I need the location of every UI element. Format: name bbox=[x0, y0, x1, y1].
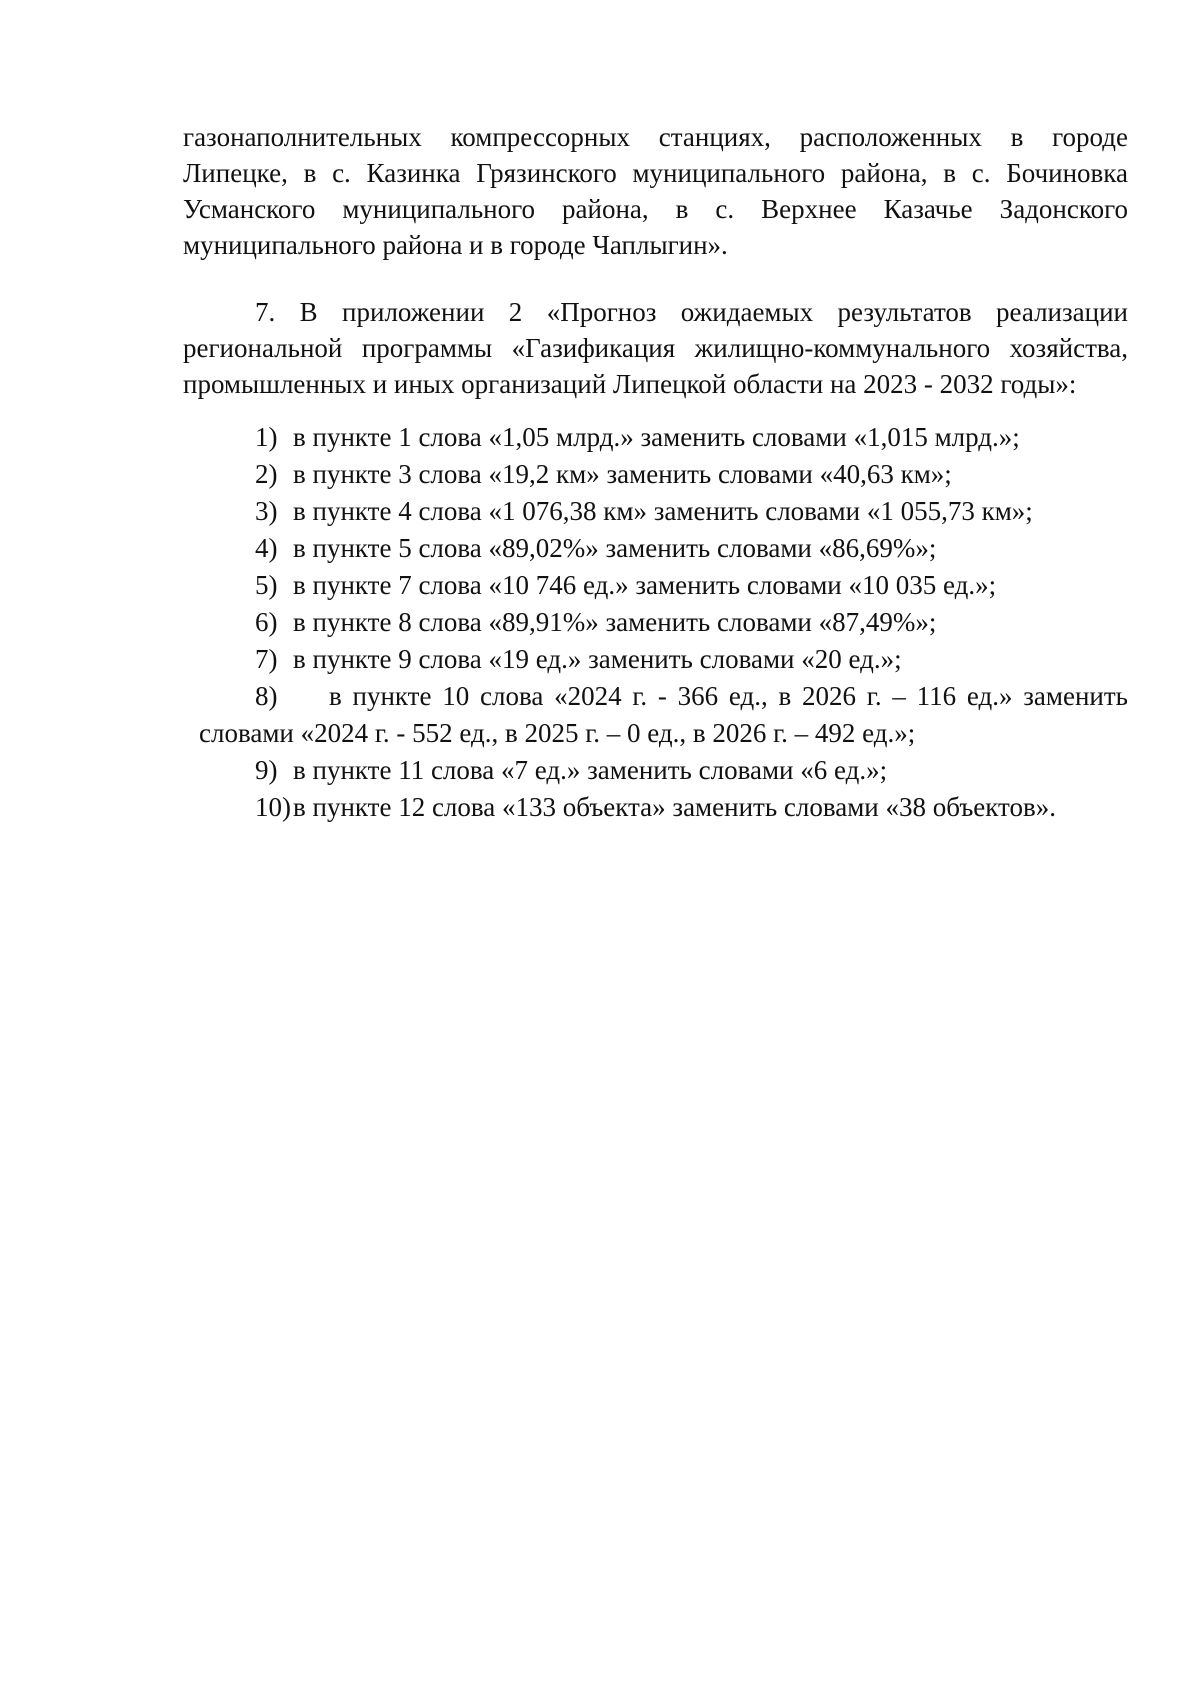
list-item-number: 3) bbox=[255, 496, 278, 526]
list-item-text: в пункте 5 слова «89,02%» заменить словами «86,69%»; bbox=[293, 533, 937, 563]
list-item bbox=[183, 641, 1128, 678]
continuation-paragraph: газонаполнительных компрессорных станциях, расположенных в городе Липецке, в с. Казинка Грязинского муниципального района, в с. Бочиновка Усманского муниципального района, в с. Верхнее Казачье Задонского муниципального района и в городе Чаплыгин». bbox=[183, 122, 1128, 260]
list-item-text: в пункте 12 слова «133 объекта» заменить словами «38 объектов». bbox=[293, 792, 1056, 822]
list-item-text: в пункте 3 слова «19,2 км» заменить словами «40,63 км»; bbox=[293, 459, 952, 489]
list-item-text: в пункте 11 слова «7 ед.» заменить словами «6 ед.»; bbox=[293, 755, 888, 785]
list-item-text: в пункте 4 слова «1 076,38 км» заменить словами «1 055,73 км»; bbox=[293, 496, 1033, 526]
list-item-number: 2) bbox=[255, 459, 278, 489]
list-item-number: 8) bbox=[255, 681, 278, 711]
list-item-number: 1) bbox=[255, 422, 278, 452]
list-item-number: 4) bbox=[255, 533, 278, 563]
list-item-number: 5) bbox=[255, 570, 278, 600]
list-item-text: в пункте 10 слова «2024 г. - 366 ед., в 2026 г. – 116 ед.» заменить словами «2024 г. - 552 ед., в 2025 г. – 0 ед., в 2026 г. – 492 ед.»; bbox=[199, 681, 1128, 748]
list-item-text: в пункте 8 слова «89,91%» заменить словами «87,49%»; bbox=[293, 607, 937, 637]
list-item bbox=[183, 530, 1128, 567]
list-item-number: 9) bbox=[255, 755, 278, 785]
list-item-text: в пункте 7 слова «10 746 ед.» заменить словами «10 035 ед.»; bbox=[293, 570, 997, 600]
list-item bbox=[183, 678, 1128, 752]
list-item bbox=[183, 493, 1128, 530]
section-7-paragraph: 7. В приложении 2 «Прогноз ожидаемых результатов реализации региональной программы «Газификация жилищно-коммунального хозяйства, промышленных и иных организаций Липецкой области на 2023 - 2032 годы»: bbox=[183, 297, 1128, 399]
list-item-text: в пункте 9 слова «19 ед.» заменить словами «20 ед.»; bbox=[293, 644, 902, 674]
list-item-number: 7) bbox=[255, 644, 278, 674]
list-item bbox=[183, 604, 1128, 641]
list-item bbox=[183, 789, 1128, 826]
list-item bbox=[183, 752, 1128, 789]
amendments-list bbox=[183, 419, 1128, 826]
list-item-number: 6) bbox=[255, 607, 278, 637]
list-item bbox=[183, 456, 1128, 493]
list-item bbox=[183, 419, 1128, 456]
list-item-number: 10) bbox=[255, 792, 291, 822]
list-item-text: в пункте 1 слова «1,05 млрд.» заменить словами «1,015 млрд.»; bbox=[293, 422, 1020, 452]
list-item bbox=[183, 567, 1128, 604]
